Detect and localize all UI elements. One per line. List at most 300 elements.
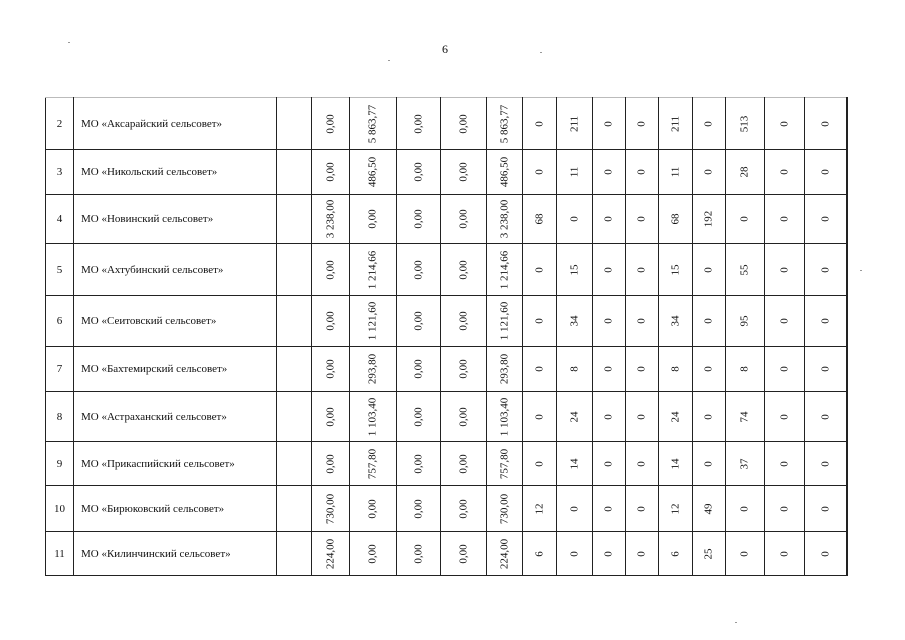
value-text: 8: [738, 366, 751, 372]
value-cell: [397, 150, 441, 195]
value-cell: [593, 244, 626, 296]
value-cell: [659, 150, 693, 195]
value-cell: [765, 392, 805, 442]
value-cell: [805, 392, 847, 442]
value-text: 730,00: [498, 493, 510, 524]
value-text: 0: [602, 505, 615, 512]
value-cell: [765, 486, 805, 532]
value-cell: [312, 150, 350, 195]
value-text: 1 214,66: [366, 250, 379, 289]
value-cell: [523, 195, 557, 244]
value-cell: [805, 98, 847, 150]
value-cell: [397, 195, 441, 244]
value-cell: [523, 296, 557, 347]
value-text: 0: [602, 216, 615, 222]
value-cell: [557, 486, 593, 532]
value-text: 0,00: [412, 406, 424, 427]
value-text: 14: [568, 458, 580, 469]
value-cell: [726, 296, 765, 347]
value-cell: [765, 347, 805, 392]
municipality-name: МО «Новинский сельсовет»: [74, 195, 277, 244]
value-cell: [557, 296, 593, 347]
value-text: 0,00: [324, 113, 336, 134]
value-text: 15: [669, 264, 681, 275]
value-text: 211: [568, 115, 580, 132]
value-text: 0: [533, 318, 545, 324]
value-text: 34: [568, 315, 580, 327]
row-number: 7: [46, 347, 74, 392]
value-text: 0: [533, 460, 545, 467]
value-text: 0: [778, 366, 790, 372]
value-cell: [350, 392, 397, 442]
value-cell: [487, 347, 523, 392]
value-cell: [397, 347, 441, 392]
value-cell: [805, 347, 847, 392]
value-text: 0: [635, 216, 648, 222]
municipality-name: МО «Бахтемирский сельсовет»: [74, 347, 277, 392]
value-text: 0: [738, 216, 751, 222]
value-text: 49: [702, 503, 715, 514]
value-cell: [626, 392, 659, 442]
value-text: 0,00: [412, 543, 424, 564]
value-text: 0: [568, 505, 580, 512]
value-text: 0: [602, 550, 615, 557]
value-text: 95: [738, 315, 751, 327]
value-cell: [626, 442, 659, 486]
value-cell: [693, 486, 726, 532]
value-text: 0: [635, 366, 648, 372]
value-cell: [659, 244, 693, 296]
municipality-name: МО «Никольский сельсовет»: [74, 150, 277, 195]
row-number: 4: [46, 195, 74, 244]
value-text: 0,00: [412, 162, 424, 182]
value-text: 0: [702, 413, 715, 420]
value-text: 68: [669, 213, 681, 225]
value-cell: [523, 98, 557, 150]
value-text: [847, 366, 848, 372]
municipality-name: МО «Астраханский сельсовет»: [74, 392, 277, 442]
value-text: 0: [778, 216, 790, 222]
value-cell: [593, 195, 626, 244]
value-text: 0,00: [324, 359, 336, 379]
value-cell: [659, 532, 693, 576]
value-cell: [659, 98, 693, 150]
value-cell: [693, 347, 726, 392]
value-text: 0: [778, 550, 790, 557]
value-cell: [593, 486, 626, 532]
value-cell: [726, 392, 765, 442]
value-text: 0: [702, 460, 715, 467]
value-cell: [847, 347, 848, 392]
value-cell: [805, 296, 847, 347]
value-text: 0: [778, 460, 790, 467]
value-cell: [523, 486, 557, 532]
value-text: 1 103,40: [366, 397, 379, 436]
value-text: 12: [533, 503, 545, 514]
value-cell: [847, 486, 848, 532]
value-text: 0,00: [366, 209, 379, 229]
value-cell: [659, 392, 693, 442]
value-cell: [350, 98, 397, 150]
value-cell: [593, 98, 626, 150]
value-text: 11: [669, 166, 681, 178]
value-cell: [726, 442, 765, 486]
value-text: 486,50: [498, 156, 510, 188]
municipal-data-table: [45, 97, 848, 576]
value-cell: [693, 98, 726, 150]
value-cell: [441, 532, 487, 576]
value-text: 0: [533, 266, 545, 273]
value-cell: [659, 296, 693, 347]
value-cell: [312, 195, 350, 244]
value-cell: [659, 347, 693, 392]
value-cell: [487, 296, 523, 347]
value-text: 0,00: [457, 162, 469, 182]
value-text: 730,00: [324, 493, 336, 524]
value-cell: [593, 532, 626, 576]
value-text: 0,00: [457, 113, 469, 134]
empty-cell: [277, 98, 312, 150]
value-text: 0: [602, 318, 615, 324]
value-text: 6: [533, 550, 545, 557]
value-text: 0: [819, 266, 831, 273]
value-text: 0,00: [324, 162, 336, 182]
value-text: 224,00: [324, 538, 336, 569]
value-cell: [350, 195, 397, 244]
value-cell: [487, 150, 523, 195]
table-row: [46, 195, 848, 244]
table-row: [46, 392, 848, 442]
value-text: 8: [568, 366, 580, 372]
value-cell: [847, 244, 848, 296]
value-text: 0: [819, 216, 831, 222]
value-cell: [487, 486, 523, 532]
value-cell: [557, 98, 593, 150]
value-text: [847, 115, 848, 132]
municipality-name: МО «Килинчинский сельсовет»: [74, 532, 277, 576]
value-cell: [350, 532, 397, 576]
municipality-name: МО «Прикаспийский сельсовет»: [74, 442, 277, 486]
value-text: [847, 458, 848, 469]
value-cell: [593, 347, 626, 392]
empty-cell: [277, 532, 312, 576]
value-text: 0: [602, 366, 615, 372]
value-cell: [312, 347, 350, 392]
value-text: 0,00: [412, 209, 424, 229]
value-cell: [626, 532, 659, 576]
value-text: 1 214,66: [498, 250, 510, 289]
value-cell: [693, 532, 726, 576]
value-text: 0: [533, 120, 545, 127]
value-text: 0: [635, 413, 648, 420]
value-cell: [626, 195, 659, 244]
value-text: [847, 211, 848, 228]
value-cell: [765, 98, 805, 150]
value-text: 0,00: [412, 453, 424, 474]
value-cell: [441, 347, 487, 392]
empty-cell: [277, 150, 312, 195]
value-cell: [312, 98, 350, 150]
value-cell: [557, 392, 593, 442]
table-row: [46, 296, 848, 347]
value-cell: [312, 442, 350, 486]
value-cell: [312, 532, 350, 576]
value-text: [847, 503, 848, 514]
value-cell: [523, 442, 557, 486]
value-cell: [593, 442, 626, 486]
value-cell: [312, 486, 350, 532]
value-cell: [659, 195, 693, 244]
value-cell: [487, 392, 523, 442]
value-text: 0: [602, 460, 615, 467]
value-cell: [847, 296, 848, 347]
value-cell: [557, 244, 593, 296]
table-row: [46, 486, 848, 532]
table-row: [46, 532, 848, 576]
municipality-name: МО «Аксарайский сельсовет»: [74, 98, 277, 150]
value-cell: [397, 532, 441, 576]
value-text: 486,50: [366, 156, 379, 188]
value-text: 0: [635, 120, 648, 127]
value-text: 757,80: [498, 448, 510, 479]
value-text: 0,00: [366, 498, 379, 519]
value-cell: [397, 486, 441, 532]
row-number: 9: [46, 442, 74, 486]
value-cell: [350, 296, 397, 347]
value-cell: [487, 442, 523, 486]
value-text: 0: [702, 120, 715, 127]
value-text: 0,00: [457, 359, 469, 379]
value-text: 0: [819, 460, 831, 467]
value-cell: [557, 442, 593, 486]
value-cell: [312, 392, 350, 442]
value-text: 211: [669, 115, 681, 132]
value-text: 0: [533, 366, 545, 372]
municipality-name: МО «Сеитовский сельсовет»: [74, 296, 277, 347]
value-cell: [397, 98, 441, 150]
value-cell: [397, 392, 441, 442]
table-row: [46, 244, 848, 296]
value-cell: [441, 442, 487, 486]
value-text: 0: [819, 318, 831, 324]
value-text: 28: [738, 166, 751, 178]
value-text: 0: [635, 505, 648, 512]
value-cell: [626, 244, 659, 296]
value-text: 0: [635, 266, 648, 273]
value-cell: [557, 347, 593, 392]
value-cell: [312, 296, 350, 347]
empty-cell: [277, 195, 312, 244]
value-cell: [441, 195, 487, 244]
value-cell: [765, 195, 805, 244]
row-number: 11: [46, 532, 74, 576]
value-text: 3 238,00: [324, 199, 336, 239]
value-text: 55: [738, 264, 751, 275]
value-cell: [847, 195, 848, 244]
value-text: 24: [568, 411, 580, 422]
value-cell: [847, 442, 848, 486]
value-cell: [626, 150, 659, 195]
value-text: 25: [702, 548, 715, 559]
value-text: 0: [778, 120, 790, 127]
value-text: 8: [669, 366, 681, 372]
page-number: 6: [442, 42, 448, 56]
value-text: 0,00: [457, 543, 469, 564]
scan-speck: [540, 52, 542, 53]
value-cell: [523, 532, 557, 576]
value-cell: [441, 486, 487, 532]
value-text: 74: [738, 411, 751, 422]
value-cell: [441, 98, 487, 150]
value-text: 0: [602, 266, 615, 273]
table-row: [46, 347, 848, 392]
value-text: 0: [702, 318, 715, 324]
value-text: 1 121,60: [366, 301, 379, 341]
value-cell: [659, 486, 693, 532]
value-cell: [397, 442, 441, 486]
value-cell: [726, 98, 765, 150]
value-text: 293,80: [498, 353, 510, 385]
value-cell: [659, 442, 693, 486]
value-cell: [626, 486, 659, 532]
value-text: 0: [635, 318, 648, 324]
value-cell: [557, 150, 593, 195]
value-text: 0: [819, 413, 831, 420]
value-text: 0: [533, 413, 545, 420]
value-text: 0: [778, 169, 790, 175]
value-cell: [593, 150, 626, 195]
value-text: 1 103,40: [498, 397, 510, 436]
empty-cell: [277, 442, 312, 486]
value-cell: [726, 347, 765, 392]
value-cell: [487, 195, 523, 244]
empty-cell: [277, 347, 312, 392]
value-text: 0,00: [457, 498, 469, 519]
value-cell: [350, 486, 397, 532]
value-text: 192: [702, 210, 715, 228]
value-cell: [557, 532, 593, 576]
value-cell: [397, 244, 441, 296]
value-text: [847, 316, 848, 327]
value-text: [847, 548, 848, 559]
value-text: 0: [778, 505, 790, 512]
value-cell: [765, 442, 805, 486]
value-cell: [487, 532, 523, 576]
value-text: 0: [819, 550, 831, 557]
value-text: 0,00: [324, 406, 336, 427]
value-cell: [805, 244, 847, 296]
value-text: 0: [602, 120, 615, 127]
value-text: 15: [568, 264, 580, 275]
value-text: 0,00: [324, 453, 336, 474]
value-cell: [726, 244, 765, 296]
value-cell: [693, 392, 726, 442]
value-text: 0: [602, 169, 615, 175]
row-number: 3: [46, 150, 74, 195]
value-text: 0: [702, 266, 715, 273]
value-text: 0: [778, 318, 790, 324]
value-text: 0: [819, 120, 831, 127]
value-text: 0,00: [412, 311, 424, 331]
value-text: 0,00: [324, 259, 336, 280]
scan-speck: [735, 622, 737, 623]
value-text: 0: [819, 169, 831, 175]
value-cell: [726, 150, 765, 195]
value-cell: [805, 532, 847, 576]
municipality-name: МО «Бирюковский сельсовет»: [74, 486, 277, 532]
empty-cell: [277, 296, 312, 347]
value-text: 0,00: [457, 311, 469, 331]
value-text: 6: [669, 550, 681, 557]
value-cell: [847, 392, 848, 442]
value-text: 24: [669, 411, 681, 422]
value-text: 293,80: [366, 353, 379, 385]
value-cell: [397, 296, 441, 347]
scan-speck: [388, 60, 390, 61]
value-text: 0: [635, 460, 648, 467]
value-text: 0,00: [457, 453, 469, 474]
value-text: 0: [778, 266, 790, 273]
value-text: 513: [738, 115, 751, 132]
value-cell: [765, 532, 805, 576]
value-text: 0,00: [457, 406, 469, 427]
value-cell: [350, 442, 397, 486]
table-row: [46, 442, 848, 486]
value-text: 0,00: [366, 543, 379, 564]
value-text: 68: [533, 213, 545, 225]
value-text: 224,00: [498, 538, 510, 569]
value-cell: [693, 244, 726, 296]
value-cell: [765, 296, 805, 347]
value-text: 0: [738, 550, 751, 557]
value-text: 3 238,00: [498, 199, 510, 239]
row-number: 8: [46, 392, 74, 442]
value-text: 0: [819, 366, 831, 372]
value-text: 0: [602, 413, 615, 420]
value-text: 11: [568, 166, 580, 178]
value-text: 0,00: [412, 498, 424, 519]
value-cell: [523, 150, 557, 195]
scan-speck: [860, 270, 862, 271]
value-text: 0,00: [412, 359, 424, 379]
value-cell: [847, 532, 848, 576]
value-text: [847, 264, 848, 275]
value-text: 0,00: [324, 311, 336, 331]
value-cell: [626, 98, 659, 150]
value-cell: [765, 244, 805, 296]
value-cell: [350, 347, 397, 392]
value-cell: [350, 150, 397, 195]
value-cell: [805, 442, 847, 486]
row-number: 10: [46, 486, 74, 532]
row-number: 2: [46, 98, 74, 150]
value-text: 0: [568, 216, 580, 222]
value-text: 0: [778, 413, 790, 420]
value-cell: [487, 244, 523, 296]
value-text: 0,00: [412, 259, 424, 280]
value-cell: [441, 244, 487, 296]
value-cell: [693, 195, 726, 244]
scan-speck: [68, 42, 70, 43]
value-cell: [593, 296, 626, 347]
value-text: 757,80: [366, 448, 379, 479]
value-text: 0,00: [457, 259, 469, 280]
value-text: 0: [635, 550, 648, 557]
value-text: 14: [669, 458, 681, 469]
value-cell: [693, 296, 726, 347]
value-cell: [487, 98, 523, 150]
value-text: 0: [635, 169, 648, 175]
